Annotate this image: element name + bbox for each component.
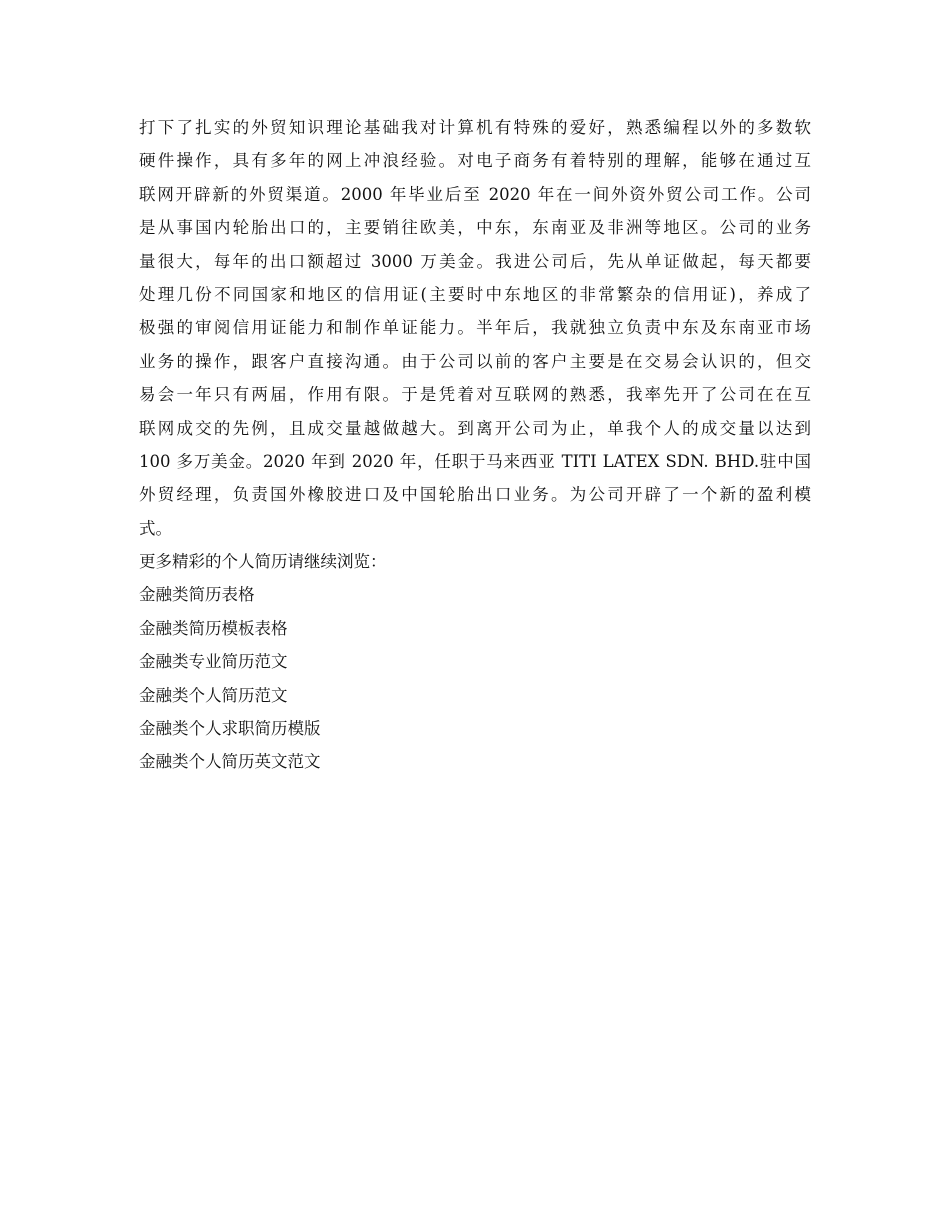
document-page [139, 111, 811, 779]
paragraph-line: 业务的操作，跟客户直接沟通。由于公司以前的客户主要是在交易会认识的，但交 [139, 351, 811, 371]
link-finance-english-resume-sample[interactable]: 金融类个人简历英文范文 [139, 752, 321, 772]
paragraph-line: 处理几份不同国家和地区的信用证(主要时中东地区的非常繁杂的信用证)，养成了 [139, 284, 811, 304]
paragraph-line: 硬件操作，具有多年的网上冲浪经验。对电子商务有着特别的理解，能够在通过互 [139, 151, 811, 171]
paragraph-line: 外贸经理，负责国外橡胶进口及中国轮胎出口业务。为公司开辟了一个新的盈利模 [139, 485, 811, 505]
body-paragraph [139, 111, 811, 545]
paragraph-line: 量很大，每年的出口额超过 3000 万美金。我进公司后，先从单证做起，每天都要 [139, 251, 811, 271]
link-finance-resume-table[interactable]: 金融类简历表格 [139, 585, 255, 605]
related-resume-links [139, 578, 811, 778]
link-finance-professional-resume-sample[interactable]: 金融类专业简历范文 [139, 652, 288, 672]
paragraph-line: 式。 [139, 518, 172, 538]
paragraph-line: 联网开辟新的外贸渠道。2000 年毕业后至 2020 年在一间外资外贸公司工作。公司 [139, 184, 811, 204]
paragraph-line: 易会一年只有两届，作用有限。于是凭着对互联网的熟悉，我率先开了公司在在互 [139, 385, 811, 405]
paragraph-line: 是从事国内轮胎出口的，主要销往欧美，中东，东南亚及非洲等地区。公司的业务 [139, 218, 811, 238]
paragraph-line: 联网成交的先例，且成交量越做越大。到离开公司为止，单我个人的成交量以达到 [139, 418, 811, 438]
paragraph-line: 极强的审阅信用证能力和制作单证能力。半年后，我就独立负责中东及东南亚市场 [139, 318, 811, 338]
link-finance-job-resume-template[interactable]: 金融类个人求职简历模版 [139, 719, 321, 739]
paragraph-line: 打下了扎实的外贸知识理论基础我对计算机有特殊的爱好，熟悉编程以外的多数软 [139, 118, 811, 137]
link-finance-resume-template-table[interactable]: 金融类简历模板表格 [139, 618, 288, 638]
link-finance-personal-resume-sample[interactable]: 金融类个人简历范文 [139, 685, 288, 705]
paragraph-line: 100 多万美金。2020 年到 2020 年，任职于马来西亚 TITI LATEX SDN. BHD.驻中国 [139, 451, 811, 471]
more-resumes-intro: 更多精彩的个人简历请继续浏览： [139, 552, 387, 572]
